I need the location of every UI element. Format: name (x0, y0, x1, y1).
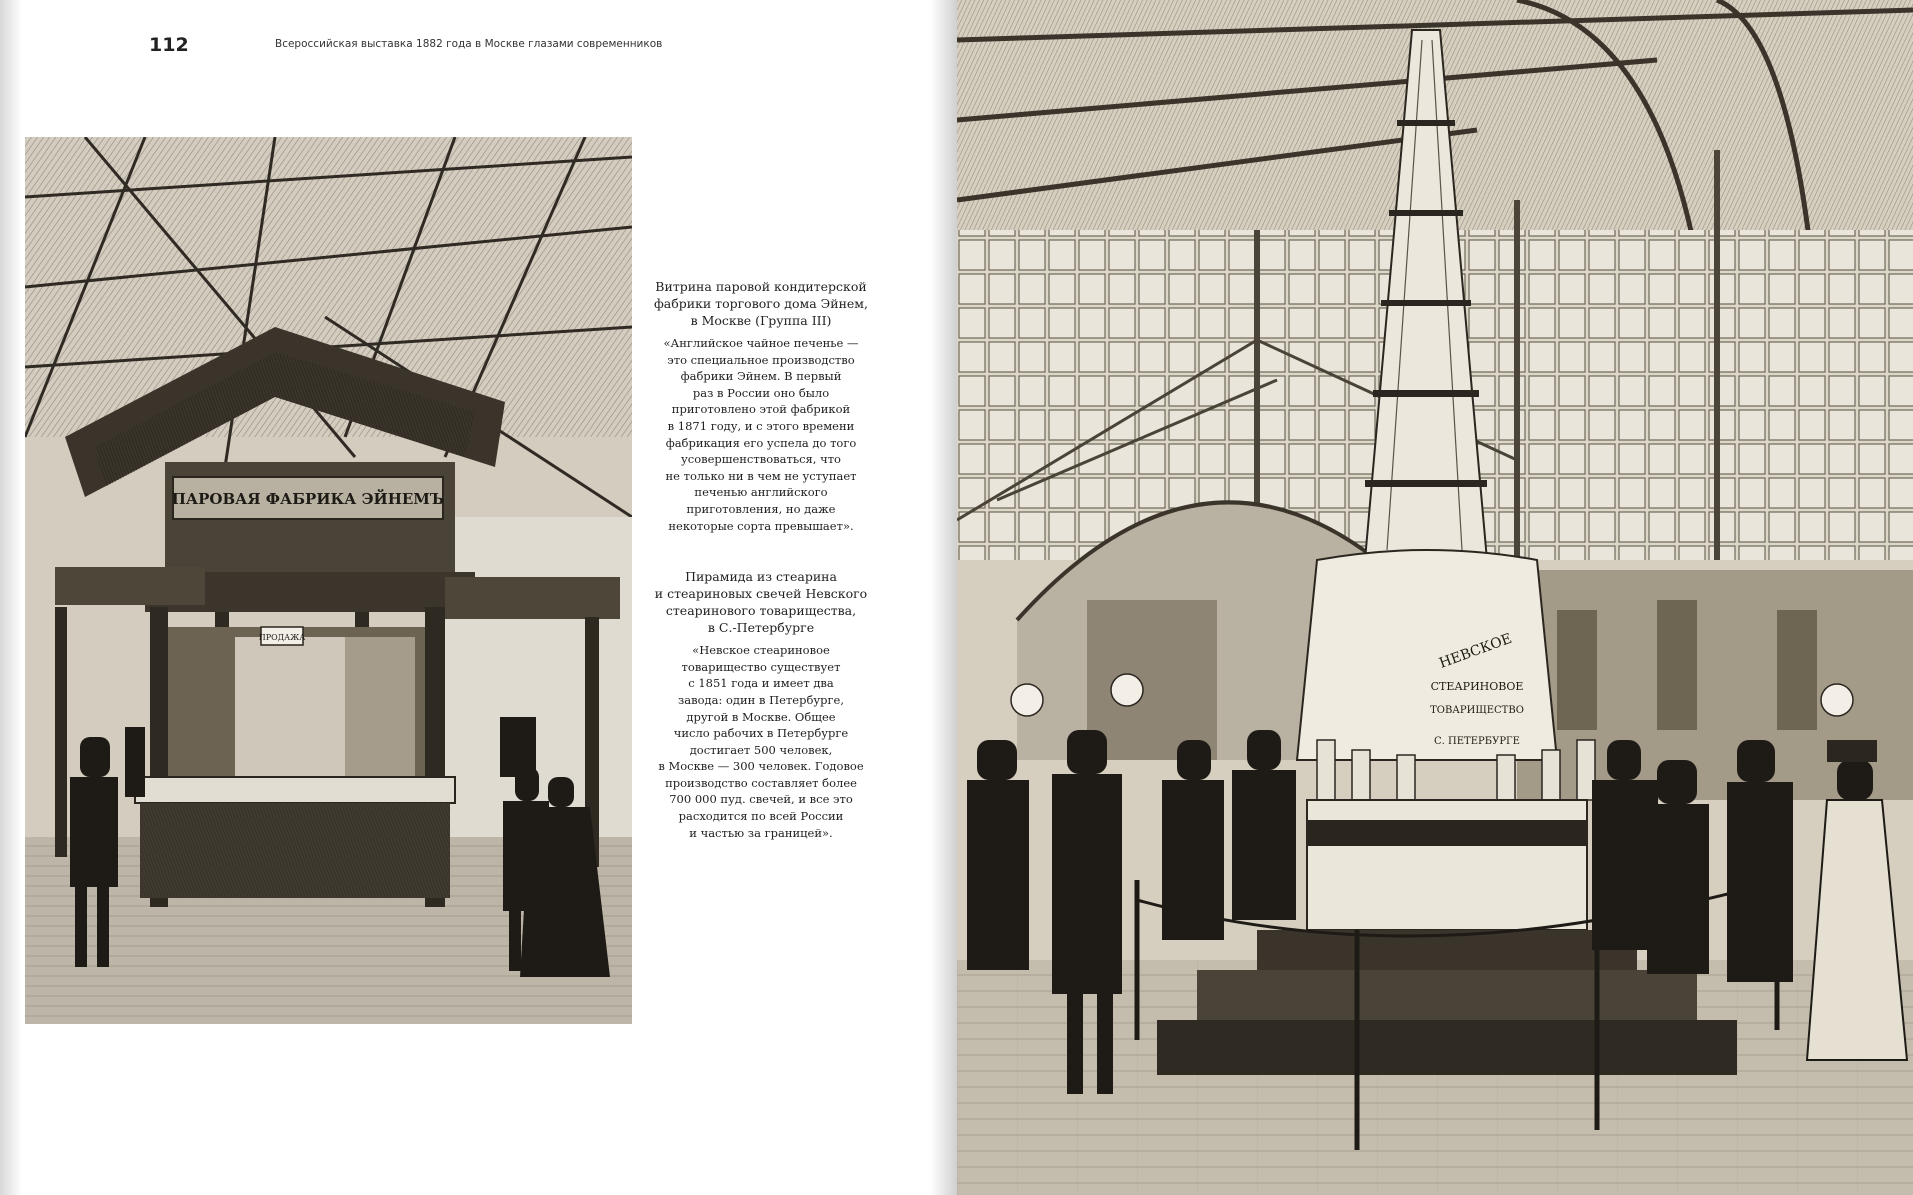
caption-quote: «Английское чайное печенье — это специальное производство фабрики Эйнем. В первый раз в России оно было приготовлено этой фабрикой в 1871 году, и с этого времени фабрикация его успела до того усовершенствоваться, что не только ни в чем не уступает печенью английского приготовления, но даже некоторые сорта превышает». (663, 336, 859, 533)
book-gutter (930, 0, 957, 1195)
page-number: 112 (149, 34, 189, 56)
nevsky-sign-line3: ТОВАРИЩЕСТВО (1430, 705, 1524, 716)
nevsky-sign-line4: С. ПЕТЕРБУРГЕ (1434, 736, 1520, 747)
page-edge-shadow (0, 0, 22, 1195)
caption-quote: «Невское стеариновое товарищество существует с 1851 года и имеет два завода: один в Петербурге, другой в Москве. Общее число рабочих в Петербурге достигает 500 человек, в Москве — 300 человек. Годовое производство составляет более 700 000 пуд. свечей, и все это расходится по всей России и частью за границей». (658, 643, 864, 840)
nevsky-sign-line2: СТЕАРИНОВОЕ (1430, 680, 1524, 693)
captions-column (641, 278, 881, 841)
caption-einem (641, 278, 881, 534)
sale-sign-text: ПРОДАЖА (258, 633, 306, 642)
caption-nevsky (641, 568, 881, 841)
einem-pavilion-engraving (25, 137, 632, 1024)
right-page (957, 0, 1913, 1195)
caption-title: Пирамида из стеарина и стеариновых свечей Невского стеаринового товарищества, в С.-Петербурге (654, 569, 868, 636)
stearin-pyramid-engraving (957, 0, 1913, 1195)
caption-title: Витрина паровой кондитерской фабрики торгового дома Эйнем, в Москве (Группа III) (653, 279, 869, 328)
running-head: Всероссийская выставка 1882 года в Москве глазами современников (275, 38, 663, 50)
nevsky-sign-line1: НЕВСКОЕ (1437, 630, 1515, 672)
einem-sign-text: ПАРОВАЯ ФАБРИКА ЭЙНЕМЪ (171, 490, 445, 508)
